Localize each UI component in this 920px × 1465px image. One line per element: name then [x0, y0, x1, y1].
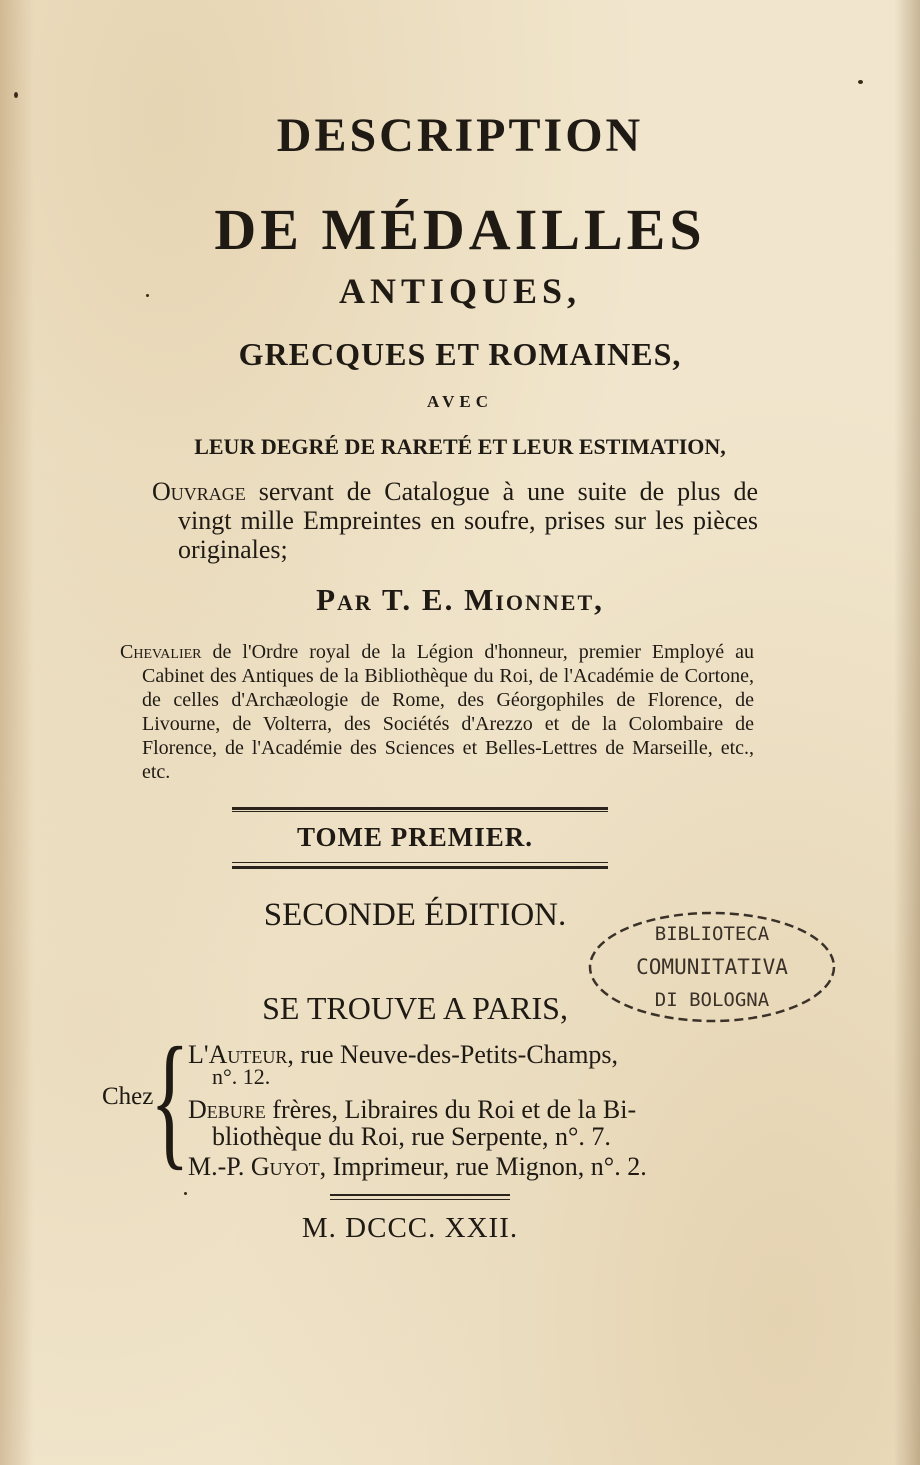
title-line-rarete: LEUR DEGRÉ DE RARETÉ ET LEUR ESTIMATION, — [194, 434, 726, 459]
subtitle-lead: Ouvrage — [152, 477, 246, 506]
volume-label: TOME PREMIER. — [296, 822, 533, 852]
publisher-entry-debure — [188, 1095, 636, 1125]
author-titles-paragraph — [120, 640, 754, 784]
stamp-line-3: DI BOLOGNA — [654, 989, 770, 1011]
publisher-entry-author-number: n°. 12. — [212, 1064, 271, 1089]
rule-below-volume — [232, 866, 608, 869]
ink-speck — [146, 294, 149, 297]
publisher-entry-guyot-address: , Imprimeur, rue Mignon, n°. 2. — [319, 1152, 647, 1181]
author-titles-text: de l'Ordre royal de la Légion d'honneur, premier Employé au Cabinet des Antiques de la Bibliothèque du Roi, de l'Académie de Cortone, de celles d'Archæologie de Rome, des Géorgophiles de Florence, de Livourne, de Volterra, des Sociétés d'Arezzo et de la Colombaire de Florence, de l'Académie des Sciences et Belles-Lettres de Marseille, etc., etc. — [142, 641, 755, 783]
publisher-entry-author-address: , rue Neuve-des-Petits-Champs, — [287, 1040, 619, 1069]
publisher-entry-debure-line1: frères, Libraires du Roi et de la Bi- — [265, 1095, 637, 1124]
publication-date: M. DCCC. XXII. — [301, 1212, 519, 1244]
title-line-description: DESCRIPTION — [276, 109, 644, 162]
rule-above-date — [330, 1194, 510, 1196]
stamp-line-1: BIBLIOTECA — [654, 923, 770, 945]
publisher-entry-guyot-name: M.-P. Guyot — [188, 1152, 320, 1181]
left-brace-icon: { — [150, 1017, 190, 1183]
subtitle-text: servant de Catalogue à une suite de plus de vingt mille Empreintes en soufre, prises sur les pièces originales; — [178, 477, 758, 564]
ink-speck — [184, 1192, 187, 1195]
publisher-entry-author-name: L'Auteur — [188, 1040, 288, 1069]
rule-above-volume — [232, 807, 608, 810]
stamp-line-2: COMUNITATIVA — [636, 955, 788, 979]
title-line-avec: AVEC — [427, 392, 493, 411]
ink-speck — [14, 92, 18, 98]
title-line-medailles: DE MÉDAILLES — [214, 197, 706, 262]
publisher-entry-debure-line2: bliothèque du Roi, rue Serpente, n°. 7. — [212, 1122, 611, 1151]
rule-above-volume-thin — [232, 811, 608, 812]
author-titles-lead: Chevalier — [120, 641, 202, 663]
publisher-entry-guyot — [188, 1152, 647, 1182]
ink-speck — [858, 80, 863, 84]
publisher-heading: SE TROUVE A PARIS, — [262, 990, 568, 1026]
chez-label: Chez — [102, 1083, 154, 1110]
author-line: Par T. E. Mionnet, — [316, 582, 604, 617]
subtitle-paragraph — [152, 477, 758, 564]
title-line-antiques: ANTIQUES, — [338, 271, 582, 311]
publisher-entry-debure-name: Debure — [188, 1095, 266, 1124]
title-line-grecques: GRECQUES ET ROMAINES, — [238, 336, 682, 372]
rule-below-volume-thin — [232, 862, 608, 863]
rule-above-date-thin — [330, 1199, 510, 1200]
edition-label: SECONDE ÉDITION. — [263, 897, 567, 933]
